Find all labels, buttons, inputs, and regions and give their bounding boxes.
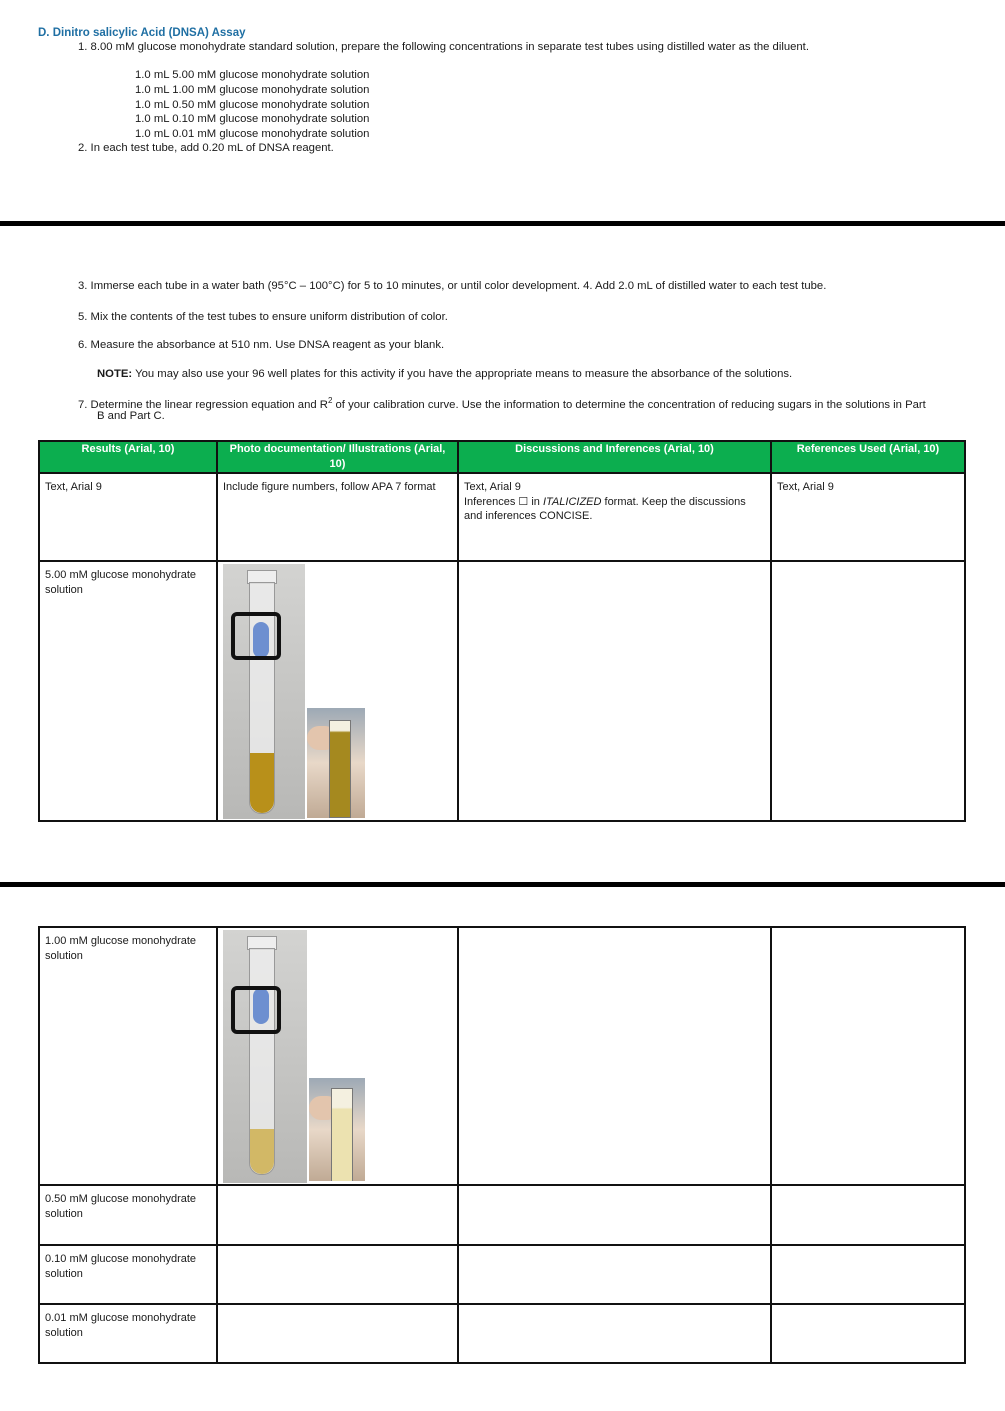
step-7-text-a: 7. Determine the linear regression equation and R (78, 398, 328, 411)
header-results: Results (Arial, 10) (39, 441, 217, 473)
references-instruction: Text, Arial 9 (771, 473, 965, 561)
page-separator (0, 882, 1005, 887)
yellow-solution (250, 753, 274, 813)
row-label: 5.00 mM glucose monohydrate solution (39, 561, 217, 821)
photo-cell (217, 1304, 458, 1363)
dilution-item: 1.0 mL 0.01 mM glucose monohydrate solution (135, 128, 370, 140)
results-table-continued (38, 926, 966, 1364)
references-cell (771, 1185, 965, 1245)
cuvette-photo (307, 708, 365, 818)
superscript-2: 2 (327, 396, 333, 405)
discussion-instruction-line: Inferences ☐ in ITALICIZED format. Keep the discussions and inferences CONCISE. (464, 495, 746, 522)
discussion-instruction-line: Text, Arial 9 (464, 481, 521, 493)
instruction-row (39, 473, 965, 561)
references-cell (771, 561, 965, 821)
tube-holder (231, 612, 281, 660)
discussion-cell (458, 1245, 771, 1304)
results-instruction: Text, Arial 9 (39, 473, 217, 561)
note-text: You may also use your 96 well plates for this activity if you have the appropriate means to measure the absorbance of the solutions. (132, 368, 793, 380)
photo-cell (217, 927, 458, 1185)
row-label: 0.01 mM glucose monohydrate solution (39, 1304, 217, 1363)
yellow-solution (250, 1129, 274, 1174)
row-label: 1.00 mM glucose monohydrate solution (39, 927, 217, 1185)
table-row (39, 927, 965, 1185)
discussion-cell (458, 1304, 771, 1363)
note-label: NOTE: (97, 368, 133, 380)
references-cell (771, 1245, 965, 1304)
references-cell (771, 1304, 965, 1363)
step-5: 5. Mix the contents of the test tubes to ensure uniform distribution of color. (78, 311, 448, 323)
photo-cell (217, 561, 458, 821)
results-table (38, 440, 966, 822)
header-references: References Used (Arial, 10) (771, 441, 965, 473)
cuvette (331, 1088, 353, 1181)
cuvette (329, 720, 351, 818)
row-label: 0.50 mM glucose monohydrate solution (39, 1185, 217, 1245)
step-7-text-b: of your calibration curve. Use the information to determine the concentration of reducing sugars in the solutions in Part (332, 398, 926, 411)
test-tube-photo (223, 564, 305, 819)
step-6: 6. Measure the absorbance at 510 nm. Use DNSA reagent as your blank. (78, 339, 445, 351)
table-row (39, 1304, 965, 1363)
discussion-cell (458, 927, 771, 1185)
cuvette-photo (309, 1078, 365, 1181)
dilution-item: 1.0 mL 1.00 mM glucose monohydrate solution (135, 84, 370, 96)
dilution-item: 1.0 mL 0.50 mM glucose monohydrate solution (135, 99, 370, 111)
step-7-continued: B and Part C. (97, 410, 165, 422)
page-separator (0, 221, 1005, 226)
section-title: D. Dinitro salicylic Acid (DNSA) Assay (38, 27, 246, 39)
photo-cell (217, 1185, 458, 1245)
references-cell (771, 927, 965, 1185)
dilution-item: 1.0 mL 0.10 mM glucose monohydrate solution (135, 113, 370, 125)
row-label: 0.10 mM glucose monohydrate solution (39, 1245, 217, 1304)
discussion-cell (458, 561, 771, 821)
test-tube (249, 948, 275, 1175)
table-row (39, 1245, 965, 1304)
note (97, 368, 792, 380)
step-7 (78, 396, 926, 411)
step-1: 1. 8.00 mM glucose monohydrate standard solution, prepare the following concentrations in separate test tubes using distilled water as the diluent. (78, 41, 809, 53)
table-row (39, 1185, 965, 1245)
tube-holder (231, 986, 281, 1034)
test-tube-photo (223, 930, 307, 1183)
step-3-4: 3. Immerse each tube in a water bath (95°C – 100°C) for 5 to 10 minutes, or until color development. 4. Add 2.0 mL of distilled water to each test tube. (78, 280, 827, 292)
photo-cell (217, 1245, 458, 1304)
step-2: 2. In each test tube, add 0.20 mL of DNSA reagent. (78, 142, 334, 154)
table-header-row (39, 441, 965, 473)
discussion-instruction (458, 473, 771, 561)
photo-instruction: Include figure numbers, follow APA 7 format (217, 473, 458, 561)
header-photo: Photo documentation/ Illustrations (Arial, 10) (217, 441, 458, 473)
dilution-item: 1.0 mL 5.00 mM glucose monohydrate solution (135, 69, 370, 81)
table-row (39, 561, 965, 821)
discussion-cell (458, 1185, 771, 1245)
header-discussion: Discussions and Inferences (Arial, 10) (458, 441, 771, 473)
